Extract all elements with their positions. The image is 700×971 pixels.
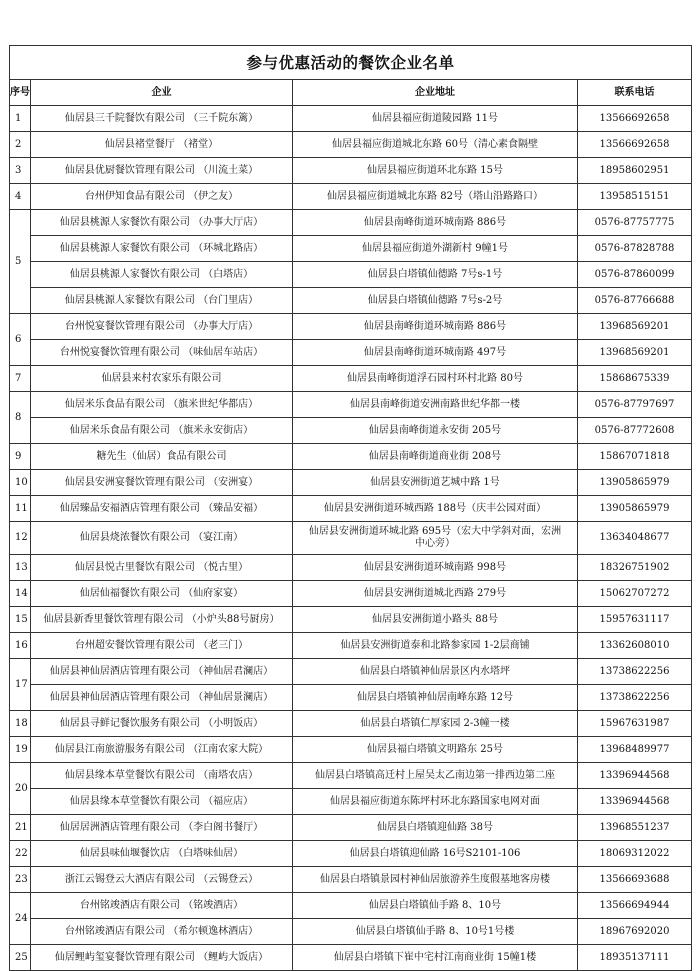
phone-cell: 18326751902: [578, 555, 692, 581]
row-number: 11: [10, 496, 31, 522]
address-cell: 仙居县白塔镇神仙居南峰东路 12号: [293, 685, 578, 711]
table-row: [10, 444, 692, 470]
table-row: [10, 789, 692, 815]
address-cell: 仙居县福应街道陵园路 11号: [293, 106, 578, 132]
header-no: 序号: [10, 80, 31, 106]
company-cell: 仙居米乐食品有限公司 （旗米世纪华都店）: [31, 392, 293, 418]
company-cell: 仙居县神仙居酒店管理有限公司 （神仙居景澜店）: [31, 685, 293, 711]
phone-cell: 13958515151: [578, 184, 692, 210]
header-phone: 联系电话: [578, 80, 692, 106]
address-cell: 仙居县白塔镇仁厚家园 2-3幢一楼: [293, 711, 578, 737]
company-cell: 仙居县桃源人家餐饮有限公司 （白塔店）: [31, 262, 293, 288]
phone-cell: 15062707272: [578, 581, 692, 607]
address-cell: 仙居县福白塔镇文明路东 25号: [293, 737, 578, 763]
table-row: [10, 737, 692, 763]
table-row: [10, 132, 692, 158]
phone-cell: 15867071818: [578, 444, 692, 470]
table-row: [10, 288, 692, 314]
phone-cell: 13566692658: [578, 106, 692, 132]
phone-cell: 15957631117: [578, 607, 692, 633]
phone-cell: 0576-87797697: [578, 392, 692, 418]
company-cell: 仙居县缘本草堂餐饮有限公司 （福应店）: [31, 789, 293, 815]
phone-cell: 13396944568: [578, 789, 692, 815]
table-row: [10, 106, 692, 132]
company-cell: 仙居县寻鲜记餐饮服务有限公司 （小明饭店）: [31, 711, 293, 737]
address-cell: 仙居县安洲街道环城北路 695号（宏大中学斜对面，宏洲中心旁）: [293, 522, 578, 555]
company-cell: 仙居县悦古里餐饮有限公司 （悦古里）: [31, 555, 293, 581]
row-number: 15: [10, 607, 31, 633]
row-number: 23: [10, 867, 31, 893]
company-cell: 仙居县三千院餐饮有限公司 （三千院东篱）: [31, 106, 293, 132]
table-row: [10, 607, 692, 633]
address-cell: 仙居县南峰街道永安街 205号: [293, 418, 578, 444]
row-number: 8: [10, 392, 31, 444]
address-cell: 仙居县南峰街道浮石园村环村北路 80号: [293, 366, 578, 392]
table-row: [10, 184, 692, 210]
table-row: [10, 659, 692, 685]
company-cell: 仙居县江南旅游服务有限公司 （江南农家大院）: [31, 737, 293, 763]
address-cell: 仙居县白塔镇下崔中宅村江南商业街 15幢1楼: [293, 945, 578, 971]
enterprise-list-sheet: [9, 45, 691, 971]
phone-cell: 13905865979: [578, 470, 692, 496]
company-cell: 台州悦宴餐饮管理有限公司 （味仙居车站店）: [31, 340, 293, 366]
address-cell: 仙居县白塔镇景园村神仙居旅游养生度假基地客房楼: [293, 867, 578, 893]
company-cell: 糖先生（仙居）食品有限公司: [31, 444, 293, 470]
address-cell: 仙居县白塔镇迎仙路 38号: [293, 815, 578, 841]
row-number: 3: [10, 158, 31, 184]
table-row: [10, 763, 692, 789]
phone-cell: 13634048677: [578, 522, 692, 555]
company-cell: 仙居县新香里餐饮管理有限公司 （小炉头88号厨房）: [31, 607, 293, 633]
address-cell: 仙居县白塔镇仙德路 7号s-2号: [293, 288, 578, 314]
row-number: 22: [10, 841, 31, 867]
company-cell: 台州伊知食品有限公司 （伊之友）: [31, 184, 293, 210]
company-cell: 仙居县安洲宴餐饮管理有限公司 （安洲宴）: [31, 470, 293, 496]
phone-cell: 18069312022: [578, 841, 692, 867]
company-cell: 仙居臻品安福酒店管理有限公司 （臻品安福）: [31, 496, 293, 522]
company-cell: 仙居县缘本草堂餐饮有限公司 （南塔农店）: [31, 763, 293, 789]
phone-cell: 13968569201: [578, 340, 692, 366]
table-row: [10, 867, 692, 893]
table-row: [10, 841, 692, 867]
row-number: 12: [10, 522, 31, 555]
row-number: 20: [10, 763, 31, 815]
phone-cell: 13738622256: [578, 685, 692, 711]
company-cell: 仙居县桃源人家餐饮有限公司 （环城北路店）: [31, 236, 293, 262]
address-cell: 仙居县白塔镇迎仙路 16号S2101-106: [293, 841, 578, 867]
row-number: 17: [10, 659, 31, 711]
table-row: [10, 158, 692, 184]
row-number: 25: [10, 945, 31, 971]
table-row: [10, 893, 692, 919]
table-row: [10, 366, 692, 392]
row-number: 14: [10, 581, 31, 607]
table-row: [10, 555, 692, 581]
table-row: [10, 210, 692, 236]
phone-cell: 18958602951: [578, 158, 692, 184]
row-number: 9: [10, 444, 31, 470]
table-row: [10, 470, 692, 496]
phone-cell: 13396944568: [578, 763, 692, 789]
table-row: [10, 919, 692, 945]
phone-cell: 18967692020: [578, 919, 692, 945]
company-cell: 仙居鲤屿玺宴餐饮管理有限公司 （鲤屿大饭店）: [31, 945, 293, 971]
phone-cell: 15967631987: [578, 711, 692, 737]
table-row: [10, 711, 692, 737]
phone-cell: 13566693688: [578, 867, 692, 893]
phone-cell: 13738622256: [578, 659, 692, 685]
phone-cell: 0576-87860099: [578, 262, 692, 288]
address-cell: 仙居县白塔镇仙德路 7号s-1号: [293, 262, 578, 288]
page-title: 参与优惠活动的餐饮企业名单: [10, 46, 692, 80]
phone-cell: 0576-87772608: [578, 418, 692, 444]
phone-cell: 0576-87766688: [578, 288, 692, 314]
address-cell: 仙居县白塔镇神仙居景区内水塔坪: [293, 659, 578, 685]
company-cell: 仙居县神仙居酒店管理有限公司 （神仙居君澜店）: [31, 659, 293, 685]
table-row: [10, 262, 692, 288]
row-number: 10: [10, 470, 31, 496]
phone-cell: 13905865979: [578, 496, 692, 522]
table-row: [10, 633, 692, 659]
enterprise-table: [9, 45, 692, 971]
address-cell: 仙居县安洲街道小路头 88号: [293, 607, 578, 633]
phone-cell: 18935137111: [578, 945, 692, 971]
address-cell: 仙居县安洲街道泰和北路参家园 1-2层商铺: [293, 633, 578, 659]
address-cell: 仙居县南峰街道商业街 208号: [293, 444, 578, 470]
address-cell: 仙居县福应街道城北东路 60号（清心素食隔壁: [293, 132, 578, 158]
address-cell: 仙居县福应街道城北东路 82号（塔山沿路路口）: [293, 184, 578, 210]
address-cell: 仙居县白塔镇高迁村上屋吴太乙南边第一排西边第二座: [293, 763, 578, 789]
table-row: [10, 236, 692, 262]
phone-cell: 15868675339: [578, 366, 692, 392]
address-cell: 仙居县福应街道外湖新村 9幢1号: [293, 236, 578, 262]
phone-cell: 0576-87757775: [578, 210, 692, 236]
phone-cell: 13566694944: [578, 893, 692, 919]
company-cell: 仙居仙福餐饮有限公司 （仙府家宴）: [31, 581, 293, 607]
company-cell: 台州铭竣酒店有限公司 （铭竣酒店）: [31, 893, 293, 919]
address-cell: 仙居县安洲街道环城西路 188号（庆丰公园对面）: [293, 496, 578, 522]
company-cell: 仙居居洲酒店管理有限公司 （李白阁书餐厅）: [31, 815, 293, 841]
row-number: 13: [10, 555, 31, 581]
company-cell: 仙居县桃源人家餐饮有限公司 （台门里店）: [31, 288, 293, 314]
phone-cell: 13566692658: [578, 132, 692, 158]
address-cell: 仙居县安洲街道环城南路 998号: [293, 555, 578, 581]
row-number: 4: [10, 184, 31, 210]
row-number: 1: [10, 106, 31, 132]
phone-cell: 13968489977: [578, 737, 692, 763]
header-company: 企业: [31, 80, 293, 106]
row-number: 5: [10, 210, 31, 314]
company-cell: 仙居县烧浓餐饮有限公司 （宴江南）: [31, 522, 293, 555]
company-cell: 仙居县褚堂餐厅 （褚堂）: [31, 132, 293, 158]
table-row: [10, 392, 692, 418]
address-cell: 仙居县白塔镇仙手路 8、10号: [293, 893, 578, 919]
phone-cell: 13968569201: [578, 314, 692, 340]
address-cell: 仙居县南峰街道环城南路 886号: [293, 314, 578, 340]
address-cell: 仙居县南峰街道环城南路 886号: [293, 210, 578, 236]
table-row: [10, 815, 692, 841]
table-row: [10, 496, 692, 522]
row-number: 6: [10, 314, 31, 366]
phone-cell: 0576-87828788: [578, 236, 692, 262]
row-number: 19: [10, 737, 31, 763]
table-row: [10, 685, 692, 711]
table-body: [10, 106, 692, 971]
address-cell: 仙居县南峰街道环城南路 497号: [293, 340, 578, 366]
company-cell: 台州超安餐饮管理有限公司 （老三门）: [31, 633, 293, 659]
phone-cell: 13362608010: [578, 633, 692, 659]
row-number: 24: [10, 893, 31, 945]
address-cell: 仙居县福应街道东陈坪村环北东路国家电网对面: [293, 789, 578, 815]
table-row: [10, 581, 692, 607]
company-cell: 台州悦宴餐饮管理有限公司 （办事大厅店）: [31, 314, 293, 340]
row-number: 16: [10, 633, 31, 659]
row-number: 2: [10, 132, 31, 158]
row-number: 18: [10, 711, 31, 737]
company-cell: 仙居县优厨餐饮管理有限公司 （川流土菜）: [31, 158, 293, 184]
table-row: [10, 418, 692, 444]
company-cell: 仙居县来村农家乐有限公司: [31, 366, 293, 392]
table-row: [10, 945, 692, 971]
address-cell: 仙居县白塔镇仙手路 8、10号1号楼: [293, 919, 578, 945]
row-number: 7: [10, 366, 31, 392]
row-number: 21: [10, 815, 31, 841]
table-row: [10, 340, 692, 366]
address-cell: 仙居县安洲街道城北西路 279号: [293, 581, 578, 607]
phone-cell: 13968551237: [578, 815, 692, 841]
address-cell: 仙居县安洲街道艺城中路 1号: [293, 470, 578, 496]
company-cell: 仙居县桃源人家餐饮有限公司 （办事大厅店）: [31, 210, 293, 236]
company-cell: 仙居县味仙堰餐饮店 （白塔味仙居）: [31, 841, 293, 867]
header-address: 企业地址: [293, 80, 578, 106]
table-row: [10, 314, 692, 340]
company-cell: 台州铭竣酒店有限公司 （希尔顿逸林酒店）: [31, 919, 293, 945]
table-row: [10, 522, 692, 555]
address-cell: 仙居县福应街道环北东路 15号: [293, 158, 578, 184]
company-cell: 浙江云锡登云大酒店有限公司 （云锡登云）: [31, 867, 293, 893]
address-cell: 仙居县南峰街道安洲南路世纪华都一楼: [293, 392, 578, 418]
company-cell: 仙居米乐食品有限公司 （旗米永安街店）: [31, 418, 293, 444]
